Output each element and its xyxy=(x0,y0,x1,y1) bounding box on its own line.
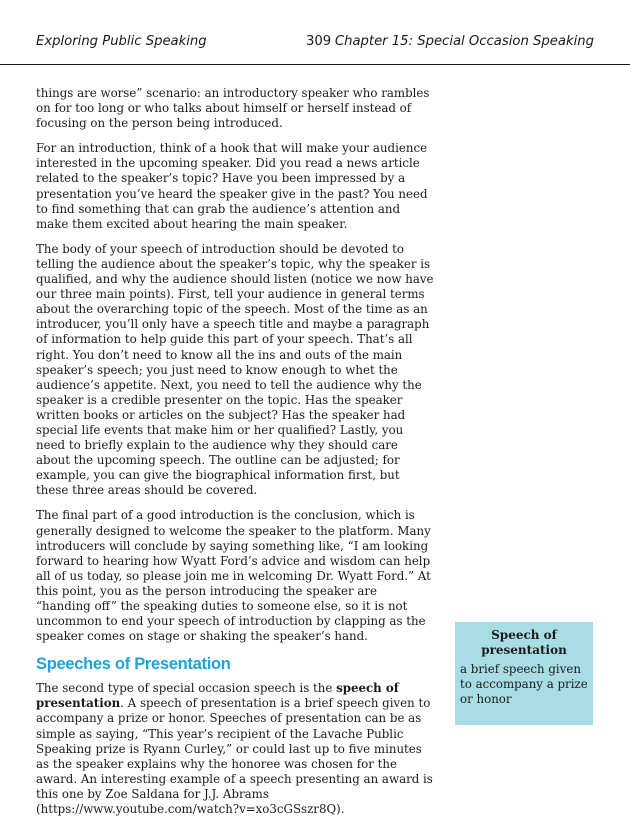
section-heading: Speeches of Presentation xyxy=(36,655,231,674)
key-term: speech of presentation xyxy=(36,681,399,711)
paragraph: things are worse” scenario: an introductory speaker who rambles on for too long or who talks about himself or herself instead of focusing on the person being introduced. xyxy=(36,86,430,131)
text-run: The second type of special occasion speech is the xyxy=(36,681,337,696)
paragraph: For an introduction, think of a hook that will make your audience interested in the upcoming speaker. Did you read a news article related to the speaker’s topic? Have you been impressed by a presentation you’ve heard the speaker give in the past? You need to find something that can grab the audience’s attention and make them excited about hearing the main speaker. xyxy=(36,141,428,231)
header-rule xyxy=(0,64,630,65)
chapter-title: Chapter 15: Special Occasion Speaking xyxy=(334,34,594,49)
page-number: 309 xyxy=(306,34,332,49)
definition-text: a brief speech given to accompany a prize or honor xyxy=(460,662,588,707)
main-text-column xyxy=(36,86,434,827)
running-header xyxy=(36,34,594,54)
paragraph-presentation xyxy=(36,681,434,817)
definition-box xyxy=(455,622,593,725)
paragraph: The final part of a good introduction is the conclusion, which is generally designed to welcome the speaker to the platform. Many introducers will conclude by saying something like, “I am looking forward to hearing how Wyatt Ford’s advice and wisdom can help all of us today, so please join me in welcoming Dr. Wyatt Ford.” At this point, you as the person introducing the speaker are “handing off” the speaking duties to someone else, so it is not uncommon to end your speech of introduction by clapping as the speaker comes on stage or shaking the speaker’s hand. xyxy=(36,508,431,644)
book-title: Exploring Public Speaking xyxy=(36,34,207,49)
text-run: . A speech of presentation is a brief speech given to accompany a prize or honor. Speeches of presentation can be as simple as saying, “This year’s recipient of the Lavache Public Speaking prize is Ryann Curley,” or could last up to five minutes as the speaker explains why the honoree was chosen for the award. An interesting example of a speech presenting an award is this one by Zoe Saldana for J.J. Abrams (https://www.youtube.com/watch?v=xo3cGSszr8Q). xyxy=(36,696,433,817)
paragraph: The body of your speech of introduction should be devoted to telling the audience about the speaker’s topic, why the speaker is qualified, and why the audience should listen (notice we now have our three main points). First, tell your audience in general terms about the overarching topic of the speech. Most of the time as an introducer, you’ll only have a speech title and maybe a paragraph of information to help guide this part of your speech. That’s all right. You don’t need to know all the ins and outs of the main speaker’s speech; you just need to know enough to whet the audience’s appetite. Next, you need to tell the audience why the speaker is a credible presenter on the topic. Has the speaker written books or articles on the subject? Has the speaker had special life events that make him or her qualified? Lastly, you need to briefly explain to the audience why they should care about the upcoming speech. The outline can be adjusted; for example, you can give the biographical information first, but these three areas should be covered. xyxy=(36,241,434,498)
definition-term: Speech of presentation xyxy=(481,628,567,657)
